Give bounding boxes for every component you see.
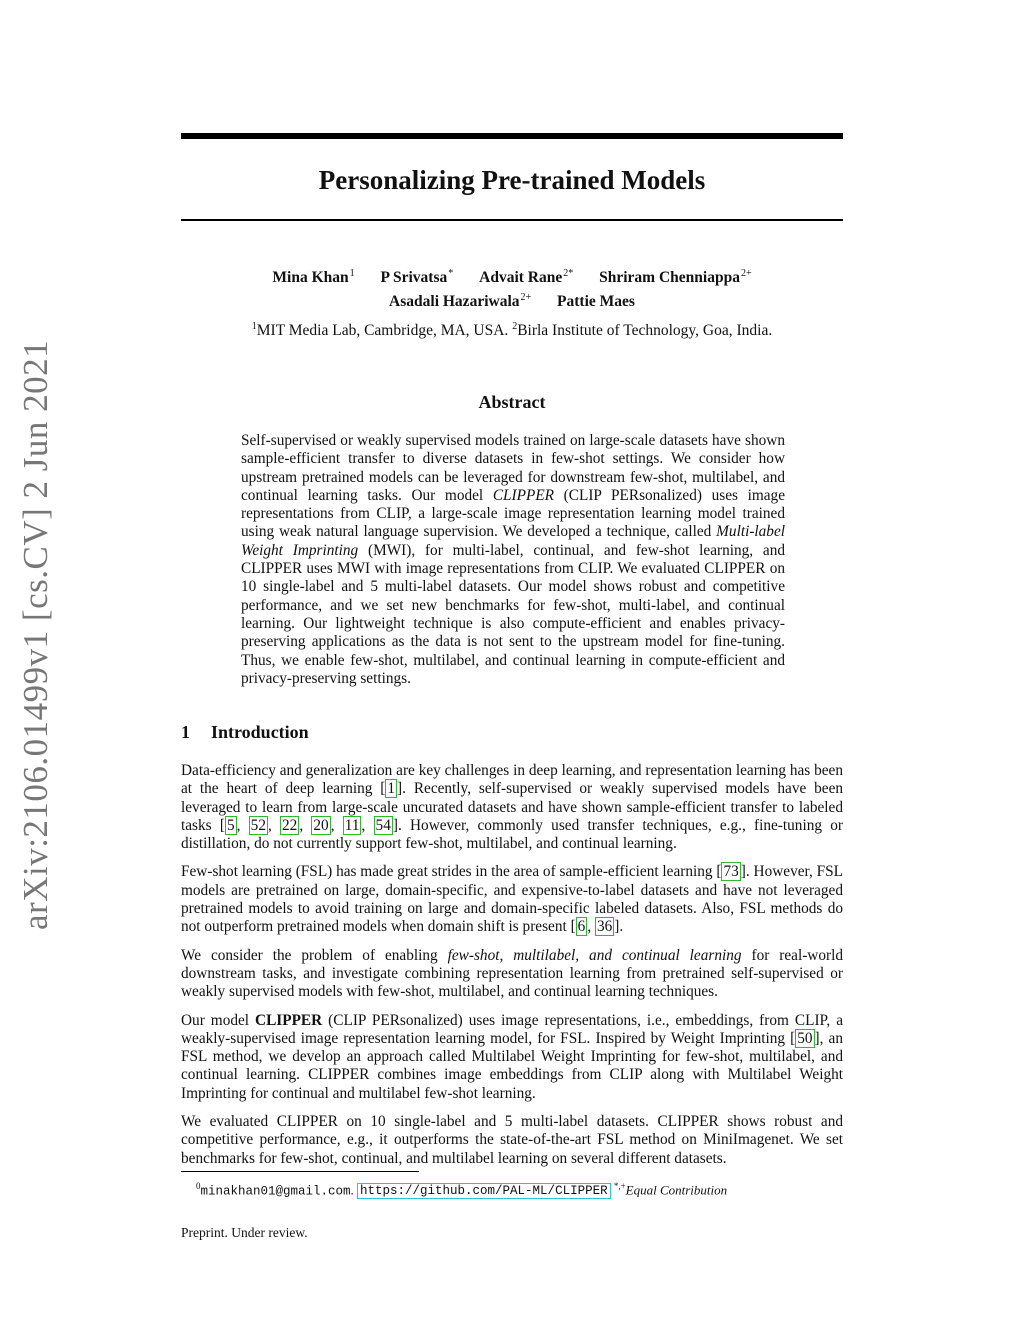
section-heading-introduction: 1 Introduction: [181, 722, 309, 742]
paragraph: Few-shot learning (FSL) has made great strides in the area of sample-efficient learning [ 73 ]. However, FSL models are pretrained on large, domain-specific, and expensive-to-label datasets and have not leveraged pretrained models to avoid training on large and domain-specific labeled datasets. Also, FSL methods do not outperform pretrained models when domain shift is present [ 6 , 36 ].: [181, 863, 843, 936]
paragraph: We evaluated CLIPPER on 10 single-label and 5 multi-label datasets. CLIPPER shows robust and competitive performance, e.g., it outperforms the state-of-the-art FSL method on MiniImagenet. We set benchmarks for few-shot, continual, and multilabel learning on several different datasets.: [181, 1113, 843, 1167]
author-line-1: [181, 264, 843, 288]
paragraph: Our model CLIPPER (CLIP PERsonalized) uses image representations, i.e., embeddings, from CLIP, a weakly-supervised image representation learning model, for FSL. Inspired by Weight Imprinting [ 50 ], an FSL method, we develop an approach called Multilabel Weight Imprinting for few-shot, multilabel, and continual learning. CLIPPER combines image embeddings from CLIP along with Multilabel Weight Imprinting for continual and multilabel few-shot learning.: [181, 1011, 843, 1102]
citation-link[interactable]: 6: [577, 918, 586, 936]
introduction-body: [181, 762, 843, 1178]
citation-link[interactable]: 20: [313, 816, 329, 834]
paper-title: Personalizing Pre-trained Models: [318, 165, 706, 195]
footnote: $^0$minakhan01@gmail.com. https://github.com/PAL-ML/CLIPPER *,+Equal Contribution: [196, 1181, 728, 1199]
paragraph: Data-efficiency and generalization are key challenges in deep learning, and representation learning has been at the heart of deep learning [ 1 ]. Recently, self-supervised or weakly supervised models have been leveraged to learn from large-scale uncurated datasets and have shown sample-efficient transfer to labeled tasks [ 5 , 52 , 22 , 20 , 11 , 54 ]. However, commonly used transfer techniques, e.g., fine-tuning or distillation, do not currently support few-shot, multilabel, and continual learning.: [181, 762, 844, 853]
title-bottom-rule: [181, 219, 843, 221]
github-link[interactable]: https://github.com/PAL-ML/CLIPPER: [357, 1183, 611, 1199]
citation-link[interactable]: 73: [723, 863, 739, 881]
citation-link[interactable]: 50: [797, 1029, 813, 1047]
citation-link[interactable]: 36: [596, 918, 613, 936]
citation-link[interactable]: 1: [387, 780, 396, 798]
author: Pattie Maes: [557, 293, 635, 311]
citation-link[interactable]: 5: [226, 816, 235, 834]
abstract-text: Self-supervised or weakly supervised models trained on large-scale datasets have shown sample-efficient transfer to diverse datasets in few-shot settings. We consider how upstream pretrained models can be leveraged for downstream few-shot, multilabel, and continual learning tasks. Our model CLIPPER (CLIP PERsonalized) uses image representations from CLIP, a large-scale image representation learning model trained using weak natural language supervision. We developed a technique, called Multi-label Weight Imprinting (MWI), for multi-label, continual, and few-shot learning, and CLIPPER uses MWI with image representations from CLIP. We evaluated CLIPPER on 10 single-label and 5 multi-label datasets. Our model shows robust and competitive performance, and we set new benchmarks for few-shot, multi-label, and continual learning. Our lightweight technique is also compute-efficient and enables privacy-preserving applications as the data is not sent to the upstream model for fine-tuning. Thus, we enable few-shot, multilabel, and continual learning in compute-efficient and privacy-preserving settings.: [241, 432, 786, 687]
citation-link[interactable]: 11: [344, 816, 360, 834]
email-address: minakhan01@gmail.com: [200, 1184, 351, 1199]
citation-link[interactable]: 54: [375, 816, 391, 834]
footnote-rule: [181, 1171, 419, 1172]
author: Advait Rane$^{2*}$: [479, 268, 574, 287]
preprint-notice: Preprint. Under review.: [181, 1225, 308, 1240]
citation-link[interactable]: 52: [250, 816, 266, 834]
abstract-heading: Abstract: [478, 392, 546, 412]
title-top-rule: [181, 133, 843, 139]
author: Asadali Hazariwala$^{2+}$: [389, 292, 532, 311]
author-list: [181, 264, 843, 312]
arxiv-identifier: arXiv:2106.01499v1 [cs.CV] 2 Jun 2021: [16, 339, 55, 930]
affiliations: $^1$MIT Media Lab, Cambridge, MA, USA. $^2$Birla Institute of Technology, Goa, India.: [251, 321, 773, 340]
author-line-2: [181, 288, 843, 312]
author: P Srivatsa*: [380, 268, 454, 287]
author: Mina Khan$^1$: [272, 268, 355, 287]
citation-link[interactable]: 22: [282, 816, 298, 834]
paragraph: We consider the problem of enabling few-shot, multilabel, and continual learning for real-world downstream tasks, and investigate combining representation learning from pretrained self-supervised or weakly supervised models with few-shot, multilabel, and continual learning techniques.: [181, 946, 843, 1001]
author: Shriram Chenniappa$^{2+}$: [599, 268, 752, 287]
